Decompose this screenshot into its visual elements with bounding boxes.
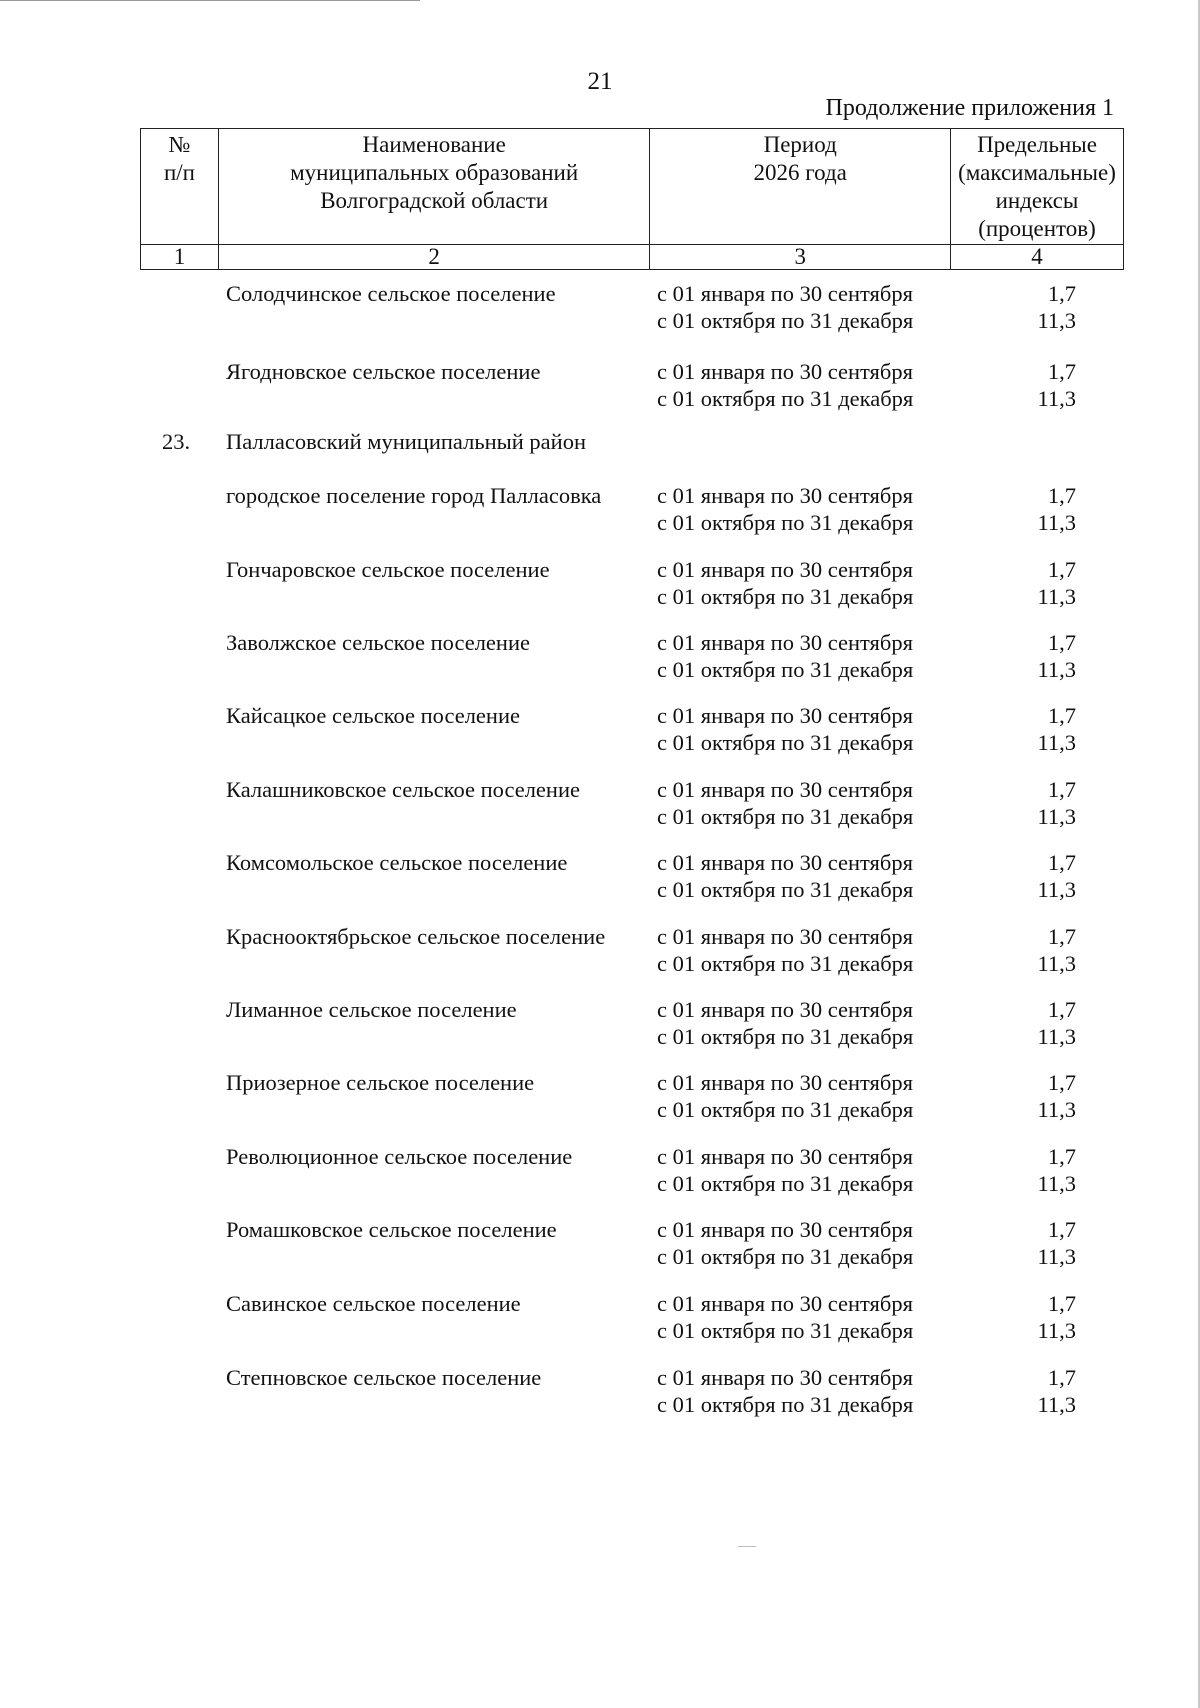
index-value: 11,3 — [1037, 730, 1076, 755]
period-line: с 01 октября по 31 декабря — [657, 386, 914, 411]
header-col-name-line: Волгоградской области — [320, 188, 549, 213]
municipality-name: Краснооктябрьское сельское поселение — [226, 924, 606, 949]
period-line: с 01 октября по 31 декабря — [657, 510, 914, 535]
index-value: 11,3 — [1037, 584, 1076, 609]
period-line: с 01 октября по 31 декабря — [657, 1097, 914, 1122]
period-line: с 01 октября по 31 декабря — [657, 1392, 914, 1417]
period-line: с 01 января по 30 сентября — [657, 359, 913, 384]
index-value: 1,7 — [1047, 1217, 1076, 1242]
municipality-name: Калашниковское сельское поселение — [226, 777, 580, 802]
index-cell — [940, 629, 1076, 683]
index-value: 11,3 — [1037, 1171, 1076, 1196]
index-cell — [940, 776, 1076, 830]
period-line: с 01 января по 30 сентября — [657, 1070, 913, 1095]
index-value: 11,3 — [1037, 1244, 1076, 1269]
header-col-index-line: Предельные — [977, 132, 1097, 157]
header-col-period-line: 2026 года — [753, 160, 847, 185]
municipality-name: Комсомольское сельское поселение — [226, 850, 568, 875]
period-cell — [657, 358, 913, 412]
index-value: 1,7 — [1047, 281, 1076, 306]
index-value: 11,3 — [1037, 1024, 1076, 1049]
index-cell — [940, 358, 1076, 412]
index-value: 11,3 — [1037, 386, 1076, 411]
header-col-number — [141, 129, 219, 245]
period-cell — [657, 1216, 913, 1270]
period-line: с 01 января по 30 сентября — [657, 630, 913, 655]
header-col-number-line: п/п — [163, 160, 195, 185]
municipality-name: Ягодновское сельское поселение — [226, 359, 541, 384]
header-col-index — [951, 129, 1124, 245]
index-value: 1,7 — [1047, 997, 1076, 1022]
column-number: 2 — [218, 245, 650, 270]
index-value: 1,7 — [1047, 924, 1076, 949]
index-value: 11,3 — [1037, 308, 1076, 333]
index-value: 1,7 — [1047, 1365, 1076, 1390]
period-line: с 01 января по 30 сентября — [657, 924, 913, 949]
municipality-name: Степновское сельское поселение — [226, 1365, 542, 1390]
index-value: 1,7 — [1047, 850, 1076, 875]
index-value: 1,7 — [1047, 557, 1076, 582]
index-cell — [940, 428, 1076, 482]
period-line: с 01 октября по 31 декабря — [657, 877, 914, 902]
municipality-name: Гончаровское сельское поселение — [226, 557, 550, 582]
municipality-name: Лиманное сельское поселение — [226, 997, 517, 1022]
index-cell — [940, 556, 1076, 610]
municipality-name: Революционное сельское поселение — [226, 1144, 573, 1169]
index-value: 11,3 — [1037, 657, 1076, 682]
period-cell — [657, 996, 913, 1050]
header-col-name-line: Наименование — [362, 132, 506, 157]
period-cell — [657, 1143, 913, 1197]
index-value: 11,3 — [1037, 804, 1076, 829]
period-cell — [657, 1069, 913, 1123]
municipality-name: Савинское сельское поселение — [226, 1291, 521, 1316]
header-col-index-line: (максимальные) — [958, 160, 1116, 185]
header-col-name — [218, 129, 650, 245]
index-value: 1,7 — [1047, 703, 1076, 728]
scan-edge-top — [0, 0, 420, 1]
index-cell — [940, 1290, 1076, 1344]
header-col-index-line: (процентов) — [978, 216, 1096, 241]
period-cell — [657, 702, 913, 756]
index-value: 11,3 — [1037, 1318, 1076, 1343]
period-line: с 01 января по 30 сентября — [657, 1144, 913, 1169]
period-cell — [657, 280, 913, 334]
period-cell — [657, 1290, 913, 1344]
index-cell — [940, 849, 1076, 903]
period-line: с 01 октября по 31 декабря — [657, 308, 914, 333]
period-cell — [657, 776, 913, 830]
index-value: 1,7 — [1047, 630, 1076, 655]
index-cell — [940, 482, 1076, 536]
period-line: с 01 января по 30 сентября — [657, 281, 913, 306]
index-cell — [940, 702, 1076, 756]
period-cell — [657, 556, 913, 610]
period-line: с 01 января по 30 сентября — [657, 997, 913, 1022]
period-line: с 01 октября по 31 декабря — [657, 1318, 914, 1343]
column-number: 4 — [951, 245, 1124, 270]
appendix-continuation-note: Продолжение приложения 1 — [825, 95, 1114, 121]
index-cell — [940, 280, 1076, 334]
row-number: 23. — [162, 429, 191, 454]
index-cell — [940, 1364, 1076, 1418]
period-cell — [657, 849, 913, 903]
index-value: 1,7 — [1047, 777, 1076, 802]
period-line: с 01 октября по 31 декабря — [657, 1244, 914, 1269]
index-value: 11,3 — [1037, 1392, 1076, 1417]
header-col-name-line: муниципальных образований — [290, 160, 579, 185]
municipality-name: Ромашковское сельское поселение — [226, 1217, 557, 1242]
period-line: с 01 января по 30 сентября — [657, 1291, 913, 1316]
period-line: с 01 января по 30 сентября — [657, 483, 913, 508]
index-value: 1,7 — [1047, 1144, 1076, 1169]
index-value: 1,7 — [1047, 1070, 1076, 1095]
period-line: с 01 января по 30 сентября — [657, 703, 913, 728]
index-cell — [940, 996, 1076, 1050]
index-value — [940, 428, 1076, 455]
period-line: с 01 октября по 31 декабря — [657, 951, 914, 976]
scan-mark — [738, 1546, 756, 1547]
index-cell — [940, 1069, 1076, 1123]
municipality-name: Заволжское сельское поселение — [226, 630, 530, 655]
index-value: 11,3 — [1037, 951, 1076, 976]
municipality-name: Палласовский муниципальный район — [226, 429, 586, 454]
municipality-name: Приозерное сельское поселение — [226, 1070, 535, 1095]
index-value: 11,3 — [1037, 1097, 1076, 1122]
period-line: с 01 октября по 31 декабря — [657, 804, 914, 829]
period-cell — [657, 923, 913, 977]
column-number-row — [141, 245, 1124, 270]
index-cell — [940, 1216, 1076, 1270]
municipality-name: Солодчинское сельское поселение — [226, 281, 556, 306]
page-number: 21 — [587, 68, 613, 95]
period-line: с 01 октября по 31 декабря — [657, 730, 914, 755]
period-line: с 01 января по 30 сентября — [657, 557, 913, 582]
header-col-index-line: индексы — [995, 188, 1079, 213]
period-line: с 01 января по 30 сентября — [657, 850, 913, 875]
period-line: с 01 января по 30 сентября — [657, 777, 913, 802]
header-row — [141, 129, 1124, 245]
municipality-name: городское поселение город Палласовка — [226, 483, 602, 508]
period-cell — [657, 1364, 913, 1418]
table-header — [140, 128, 1124, 270]
index-value: 1,7 — [1047, 1291, 1076, 1316]
index-value: 11,3 — [1037, 877, 1076, 902]
column-number: 1 — [141, 245, 219, 270]
index-cell — [940, 923, 1076, 977]
index-value: 1,7 — [1047, 483, 1076, 508]
period-line: с 01 октября по 31 декабря — [657, 657, 914, 682]
period-line: с 01 октября по 31 декабря — [657, 1171, 914, 1196]
index-value — [940, 455, 1076, 482]
period-line: с 01 октября по 31 декабря — [657, 584, 914, 609]
period-line: с 01 октября по 31 декабря — [657, 1024, 914, 1049]
period-cell — [657, 482, 913, 536]
index-value: 1,7 — [1047, 359, 1076, 384]
header-col-period-line: Период — [763, 132, 837, 157]
header-col-number-line: № — [168, 132, 191, 157]
index-cell — [940, 1143, 1076, 1197]
header-col-period — [650, 129, 951, 245]
municipality-name: Кайсацкое сельское поселение — [226, 703, 520, 728]
index-value: 11,3 — [1037, 510, 1076, 535]
period-line: с 01 января по 30 сентября — [657, 1217, 913, 1242]
column-number: 3 — [650, 245, 951, 270]
period-cell — [657, 629, 913, 683]
period-line: с 01 января по 30 сентября — [657, 1365, 913, 1390]
